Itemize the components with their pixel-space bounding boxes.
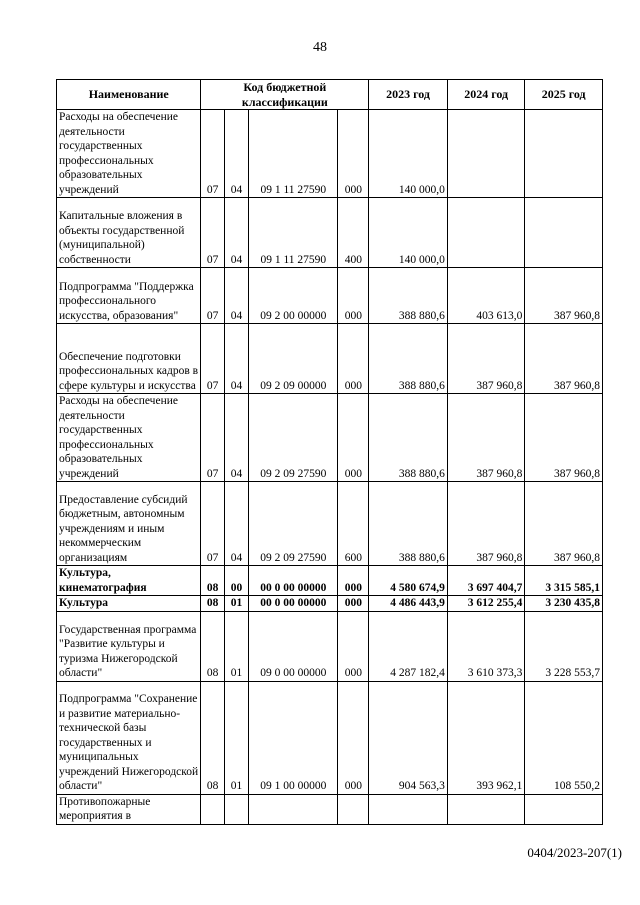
row-2025-cell	[525, 110, 603, 198]
row-code-type-cell: 000	[338, 110, 369, 198]
row-2024-cell	[447, 110, 525, 198]
row-name-cell: Культура, кинематография	[57, 566, 201, 596]
row-code-type-cell: 400	[338, 198, 369, 268]
row-code-section-cell	[201, 794, 224, 824]
row-2025-cell: 387 960,8	[525, 394, 603, 482]
row-code-type-cell: 000	[338, 681, 369, 794]
row-code-section-cell: 07	[201, 394, 224, 482]
table-row	[57, 198, 603, 268]
row-code-section-cell: 07	[201, 198, 224, 268]
row-code-type-cell: 000	[338, 324, 369, 394]
table-row	[57, 482, 603, 566]
row-2023-cell: 388 880,6	[369, 268, 448, 324]
row-code-target-cell: 09 1 11 27590	[249, 110, 338, 198]
row-name-cell: Подпрограмма "Сохранение и развитие материально-технической базы государственных и муниципальных учреждений Нижегородской области"	[57, 681, 201, 794]
table-row	[57, 566, 603, 596]
table-row	[57, 394, 603, 482]
row-code-type-cell: 000	[338, 268, 369, 324]
row-code-subsection-cell: 00	[224, 566, 248, 596]
row-2025-cell: 108 550,2	[525, 681, 603, 794]
row-2025-cell: 387 960,8	[525, 324, 603, 394]
row-2025-cell: 387 960,8	[525, 482, 603, 566]
row-2023-cell	[369, 794, 448, 824]
row-code-type-cell: 000	[338, 394, 369, 482]
row-name-cell: Капитальные вложения в объекты государственной (муниципальной) собственности	[57, 198, 201, 268]
table-header-row	[57, 80, 603, 110]
row-code-target-cell: 09 2 09 00000	[249, 324, 338, 394]
table-row	[57, 611, 603, 681]
row-2024-cell: 3 612 255,4	[447, 596, 525, 612]
row-code-section-cell: 08	[201, 611, 224, 681]
row-code-type-cell: 600	[338, 482, 369, 566]
row-2025-cell: 3 315 585,1	[525, 566, 603, 596]
row-code-subsection-cell: 01	[224, 611, 248, 681]
row-code-type-cell	[338, 794, 369, 824]
row-2025-cell: 3 230 435,8	[525, 596, 603, 612]
row-name-cell: Расходы на обеспечение деятельности государственных профессиональных образовательных учреждений	[57, 394, 201, 482]
row-code-section-cell: 08	[201, 596, 224, 612]
row-code-subsection-cell: 04	[224, 110, 248, 198]
table-row	[57, 110, 603, 198]
row-2023-cell: 388 880,6	[369, 324, 448, 394]
row-code-subsection-cell: 04	[224, 198, 248, 268]
row-2024-cell: 387 960,8	[447, 482, 525, 566]
row-2024-cell: 3 697 404,7	[447, 566, 525, 596]
row-code-type-cell: 000	[338, 611, 369, 681]
table-row	[57, 596, 603, 612]
header-2024: 2024 год	[447, 80, 525, 110]
row-name-cell: Государственная программа "Развитие культуры и туризма Нижегородской области"	[57, 611, 201, 681]
table-row	[57, 794, 603, 824]
row-code-subsection-cell: 04	[224, 268, 248, 324]
document-code: 0404/2023-207(1)	[527, 845, 622, 860]
row-code-target-cell: 09 2 09 27590	[249, 482, 338, 566]
row-2023-cell: 140 000,0	[369, 110, 448, 198]
row-2023-cell: 4 580 674,9	[369, 566, 448, 596]
row-2024-cell	[447, 198, 525, 268]
row-2023-cell: 4 287 182,4	[369, 611, 448, 681]
row-code-type-cell: 000	[338, 566, 369, 596]
row-name-cell: Расходы на обеспечение деятельности государственных профессиональных образовательных учреждений	[57, 110, 201, 198]
row-2023-cell: 4 486 443,9	[369, 596, 448, 612]
header-2023: 2023 год	[369, 80, 448, 110]
row-code-target-cell: 09 1 00 00000	[249, 681, 338, 794]
row-code-section-cell: 07	[201, 110, 224, 198]
row-2023-cell: 140 000,0	[369, 198, 448, 268]
row-code-subsection-cell: 04	[224, 324, 248, 394]
row-2024-cell: 387 960,8	[447, 324, 525, 394]
row-2025-cell: 3 228 553,7	[525, 611, 603, 681]
row-code-type-cell: 000	[338, 596, 369, 612]
row-2024-cell: 387 960,8	[447, 394, 525, 482]
row-code-subsection-cell: 01	[224, 596, 248, 612]
page-number: 48	[313, 40, 327, 55]
row-name-cell: Противопожарные мероприятия в	[57, 794, 201, 824]
row-2024-cell: 3 610 373,3	[447, 611, 525, 681]
header-name: Наименование	[57, 80, 201, 110]
row-2025-cell	[525, 794, 603, 824]
row-code-section-cell: 08	[201, 566, 224, 596]
row-2023-cell: 388 880,6	[369, 482, 448, 566]
header-code: Код бюджетной классификации	[201, 80, 369, 110]
row-name-cell: Предоставление субсидий бюджетным, автономным учреждениям и иным некоммерческим организациям	[57, 482, 201, 566]
row-code-subsection-cell	[224, 794, 248, 824]
row-code-target-cell: 09 1 11 27590	[249, 198, 338, 268]
row-code-target-cell: 09 2 09 27590	[249, 394, 338, 482]
row-2024-cell: 403 613,0	[447, 268, 525, 324]
row-code-section-cell: 07	[201, 482, 224, 566]
row-code-section-cell: 07	[201, 268, 224, 324]
row-code-target-cell: 00 0 00 00000	[249, 566, 338, 596]
row-code-section-cell: 07	[201, 324, 224, 394]
row-code-subsection-cell: 04	[224, 482, 248, 566]
budget-table	[56, 79, 603, 825]
row-2023-cell: 904 563,3	[369, 681, 448, 794]
row-code-target-cell	[249, 794, 338, 824]
table-row	[57, 268, 603, 324]
row-code-target-cell: 09 2 00 00000	[249, 268, 338, 324]
table-row	[57, 681, 603, 794]
row-code-subsection-cell: 04	[224, 394, 248, 482]
header-2025: 2025 год	[525, 80, 603, 110]
row-2025-cell	[525, 198, 603, 268]
row-name-cell: Культура	[57, 596, 201, 612]
row-code-target-cell: 00 0 00 00000	[249, 596, 338, 612]
row-code-subsection-cell: 01	[224, 681, 248, 794]
row-2023-cell: 388 880,6	[369, 394, 448, 482]
row-2025-cell: 387 960,8	[525, 268, 603, 324]
row-code-section-cell: 08	[201, 681, 224, 794]
row-2024-cell: 393 962,1	[447, 681, 525, 794]
row-2024-cell	[447, 794, 525, 824]
row-name-cell: Обеспечение подготовки профессиональных кадров в сфере культуры и искусства	[57, 324, 201, 394]
row-code-target-cell: 09 0 00 00000	[249, 611, 338, 681]
row-name-cell: Подпрограмма "Поддержка профессионального искусства, образования"	[57, 268, 201, 324]
table-row	[57, 324, 603, 394]
